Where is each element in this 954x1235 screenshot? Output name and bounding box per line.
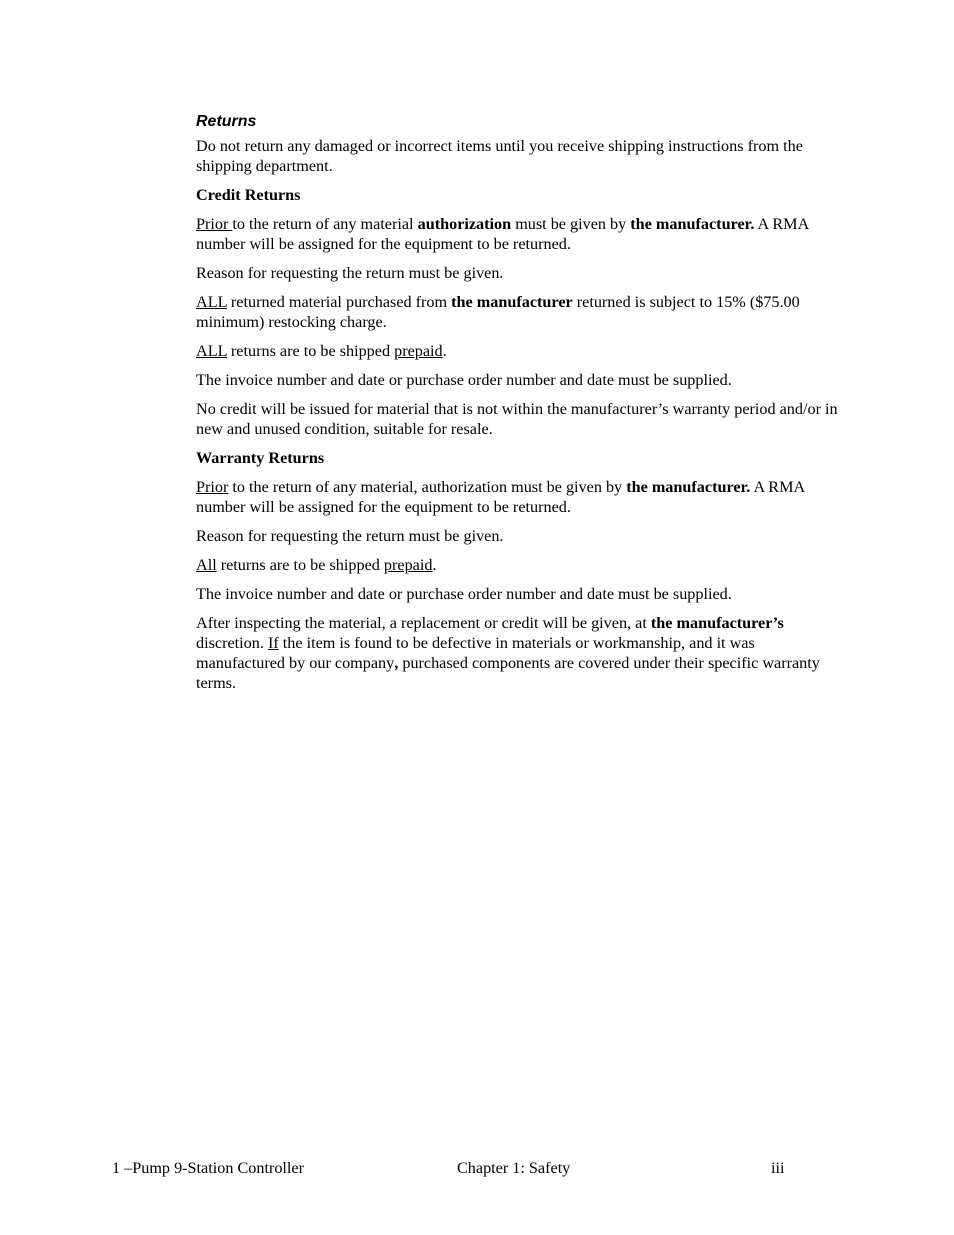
emphasis-manufacturer: the manufacturer. [626, 478, 751, 496]
text-run: returns are to be shipped [216, 556, 384, 574]
text-run: After inspecting the material, a replacement or credit will be given, at [196, 614, 651, 632]
text-run: purchased components are covered under their specific warranty terms. [196, 654, 820, 692]
emphasis-all: ALL [196, 293, 227, 311]
text-run: discretion. [196, 634, 268, 652]
emphasis-prior: Prior [196, 215, 233, 233]
section-title: Returns [196, 113, 257, 130]
text-run: A RMA number will be assigned for the equipment to be returned. [196, 478, 805, 516]
text-run: returned material purchased from [226, 293, 452, 311]
warranty-paragraph-3 [196, 555, 846, 575]
emphasis-authorization: authorization [417, 215, 512, 233]
text-run: returns are to be shipped [226, 342, 395, 360]
text-run: returned is subject to 15% ($75.00 minimum) restocking charge. [196, 293, 800, 331]
text-run: the item is found to be defective in materials or workmanship, and it was manufactured by our company [196, 634, 755, 672]
emphasis-all: All [196, 556, 217, 574]
credit-paragraph-3 [196, 292, 846, 332]
emphasis-prepaid: prepaid [394, 342, 443, 360]
warranty-paragraph-4: The invoice number and date or purchase order number and date must be supplied. [196, 585, 732, 603]
text-run: . [432, 556, 437, 574]
text-run: . [442, 342, 447, 360]
text-run: A RMA number will be assigned for the equipment to be returned. [196, 215, 809, 253]
emphasis-prior: Prior [196, 478, 229, 496]
credit-paragraph-2: Reason for requesting the return must be given. [196, 264, 504, 282]
document-body [196, 112, 846, 702]
page-footer [0, 1158, 954, 1180]
text-run: must be given by [511, 215, 631, 233]
credit-paragraph-6: No credit will be issued for material that is not within the manufacturer’s warranty period and/or in new and unused condition, suitable for resale. [196, 400, 838, 438]
text-run: to the return of any material [232, 215, 418, 233]
emphasis-prepaid: prepaid [383, 556, 433, 574]
emphasis-manufacturers: the manufacturer’s [650, 614, 784, 632]
intro-paragraph: Do not return any damaged or incorrect items until you receive shipping instructions from the shipping department. [196, 137, 803, 175]
credit-paragraph-5: The invoice number and date or purchase order number and date must be supplied. [196, 371, 732, 389]
footer-chapter: Chapter 1: Safety [457, 1159, 571, 1177]
warranty-returns-heading: Warranty Returns [196, 449, 325, 467]
warranty-paragraph-1 [196, 477, 846, 517]
credit-paragraph-1 [196, 214, 846, 254]
emphasis-if: If [267, 634, 279, 652]
warranty-paragraph-5 [196, 613, 846, 693]
emphasis-manufacturer: the manufacturer. [630, 215, 755, 233]
emphasis-manufacturer: the manufacturer [451, 293, 573, 311]
credit-returns-heading: Credit Returns [196, 186, 301, 204]
text-run: to the return of any material, authorization must be given by [228, 478, 627, 496]
emphasis-comma: , [394, 654, 399, 672]
footer-page-number: iii [771, 1159, 785, 1177]
emphasis-all: ALL [196, 342, 227, 360]
credit-paragraph-4 [196, 341, 846, 361]
warranty-paragraph-2: Reason for requesting the return must be given. [196, 527, 504, 545]
footer-document-title: 1 –Pump 9-Station Controller [112, 1159, 304, 1177]
